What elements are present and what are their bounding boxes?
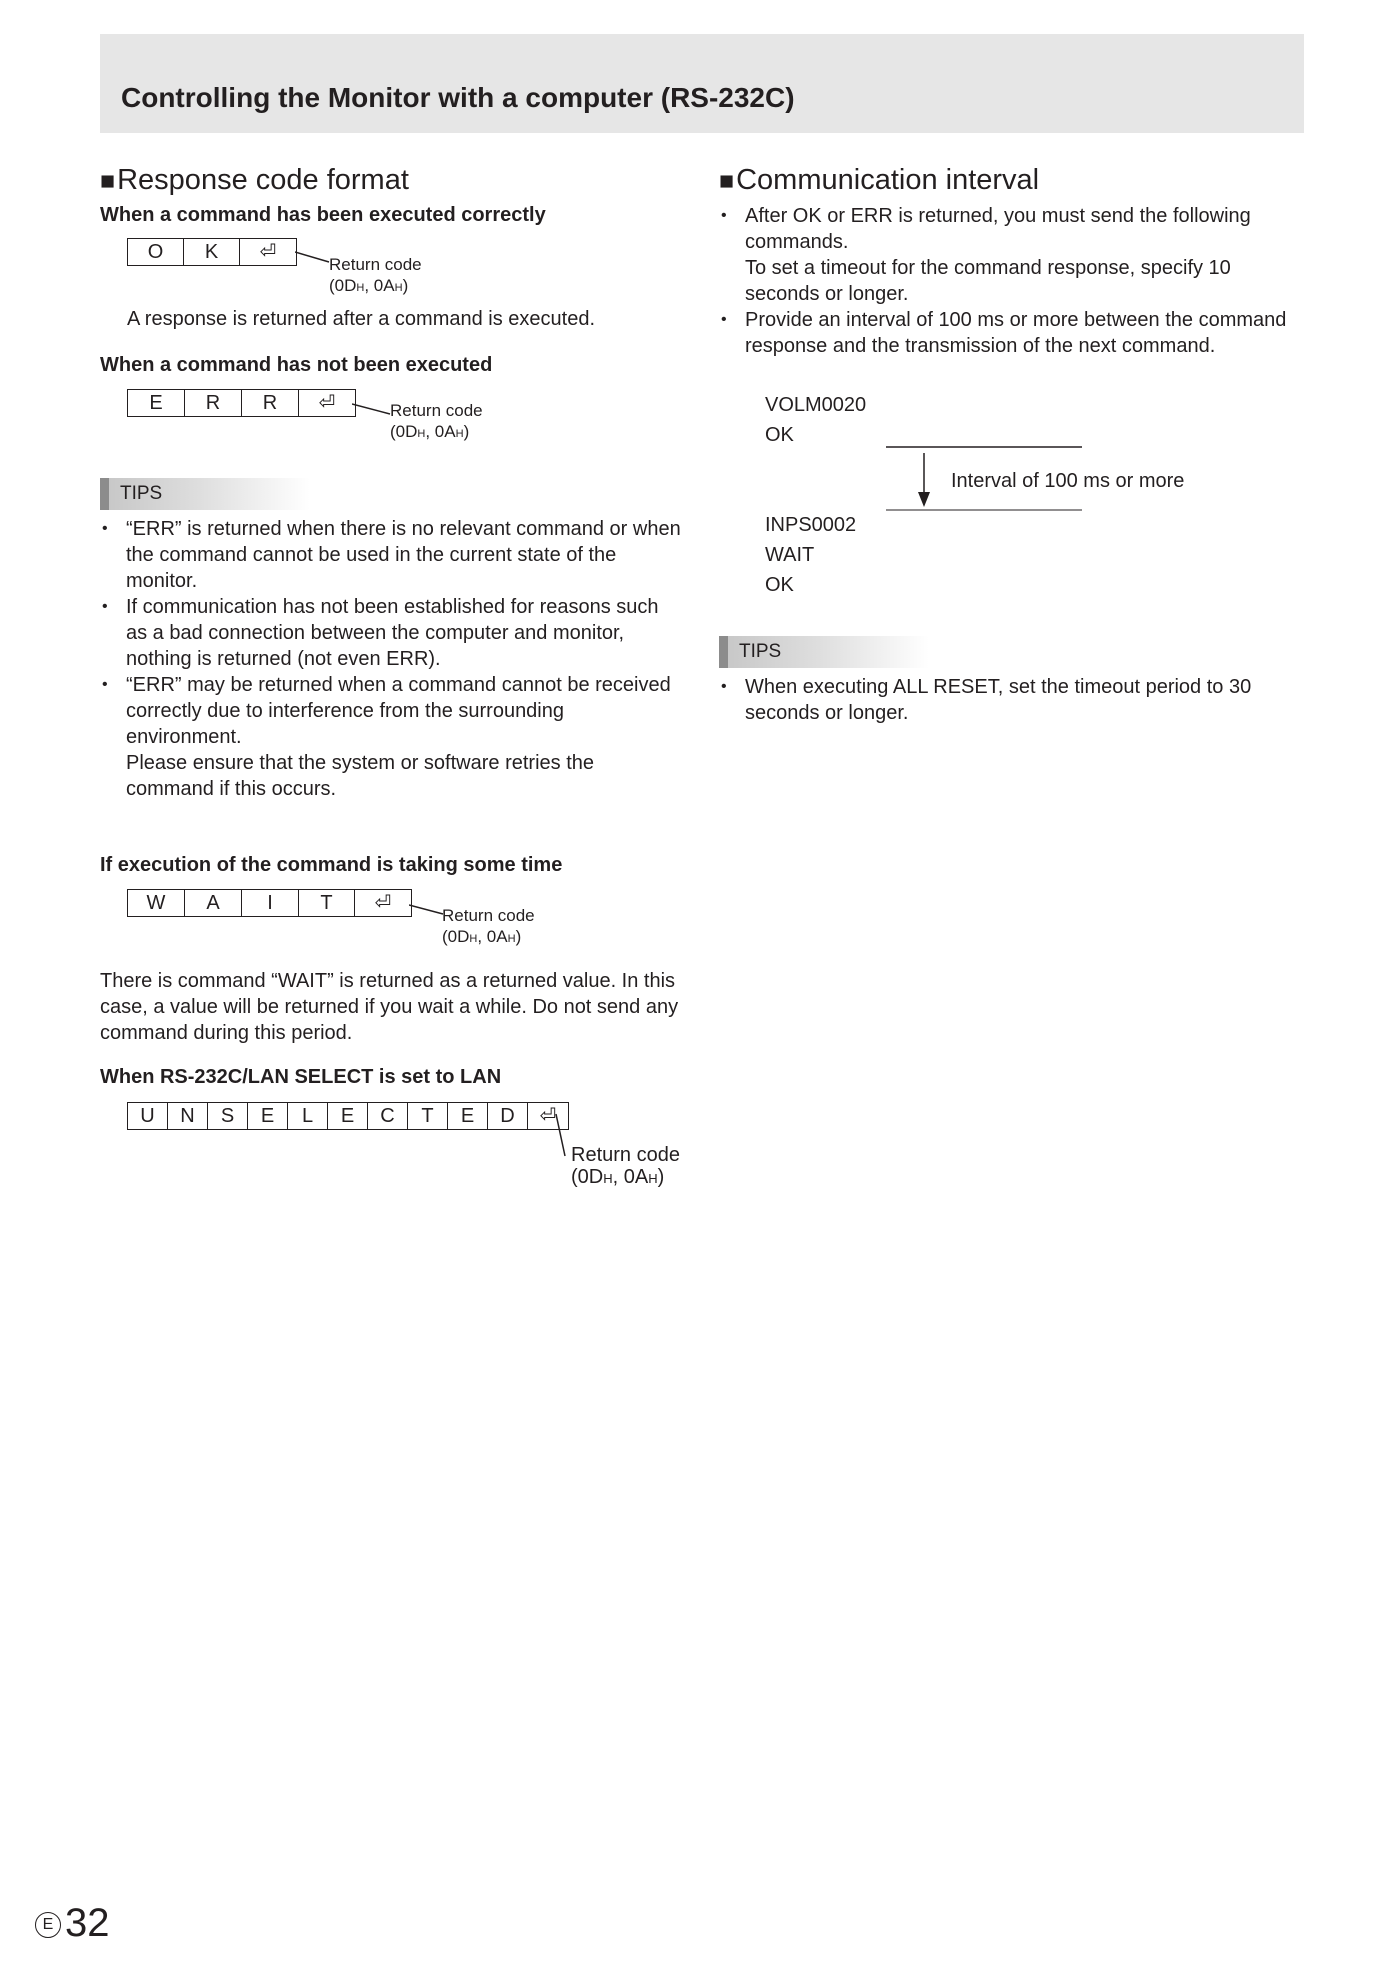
return-code-label: Return code [329,255,422,274]
return-code-value: (0DH, 0AH) [329,276,409,295]
tip-text: “ERR” may be returned when a command cannot be received correctly due to interference from the surrounding environment. [126,674,671,748]
square-bullet-icon: ■ [719,167,735,195]
tip-item: • “ERR” is returned when there is no relevant command or when the command cannot be used in the current state of the monitor. [100,516,685,594]
tip-text-extra: Please ensure that the system or software retries the command if this occurs. [126,752,594,800]
interval-item [719,203,1304,307]
tips-label: TIPS [719,636,929,668]
leader-line [409,901,445,921]
sequence-line: OK [765,574,794,596]
wait-heading: If execution of the command is taking some time [100,854,563,876]
tips-list [719,674,1304,726]
interval-text-extra: To set a timeout for the command response, specify 10 seconds or longer. [745,257,1231,305]
code-cell: ⏎ [539,1105,557,1127]
return-code-value: (0DH, 0AH) [390,422,470,441]
code-cell: R [185,390,242,416]
code-cell: U [128,1103,168,1129]
interval-item: • Provide an interval of 100 ms or more between the command response and the transmission of the next command. [719,307,1304,359]
tip-item: • When executing ALL RESET, set the timeout period to 30 seconds or longer. [719,674,1304,726]
return-code-label: Return code [390,401,483,420]
wait-return-code-label [442,905,535,950]
section-title-text: Communication interval [736,164,1040,196]
sequence-line: VOLM0020 [765,394,867,416]
lan-return-code-label [571,1144,680,1190]
code-cell: W [128,890,185,916]
sequence-bottom [765,510,856,600]
code-cell: T [408,1103,448,1129]
ok-return-code-label [329,254,422,299]
code-cell: E [448,1103,488,1129]
err-heading: When a command has not been executed [100,354,493,376]
section-title-response-code [100,164,409,197]
tip-item: • If communication has not been established for reasons such as a bad connection between the computer and monitor, nothing is returned (not even ERR). [100,594,685,672]
square-bullet-icon: ■ [100,167,116,195]
code-cell: ⏎ [374,892,392,914]
language-mark: E [35,1912,61,1938]
err-code-box [127,389,356,417]
return-code-label: Return code [571,1144,680,1166]
page-title: Controlling the Monitor with a computer (RS-232C) [121,82,795,113]
sequence-line: WAIT [765,544,815,566]
err-return-code-label [390,400,483,445]
code-cell: E [248,1103,288,1129]
code-cell: E [128,390,185,416]
code-cell: S [208,1103,248,1129]
return-code-value: (0DH, 0AH) [571,1166,665,1188]
tips-list [100,516,685,802]
code-cell: I [242,890,299,916]
code-cell: O [128,239,184,265]
section-title-text: Response code format [117,164,409,196]
return-code-label: Return code [442,906,535,925]
code-cell: N [168,1103,208,1129]
lan-code-box [127,1102,569,1130]
leader-line [352,400,392,420]
code-cell: ⏎ [259,241,277,263]
tip-item [100,672,685,802]
sequence-line: OK [765,424,794,446]
code-cell: R [242,390,299,416]
ok-code-box [127,238,297,266]
interval-text: After OK or ERR is returned, you must send the following commands. [745,205,1251,253]
code-cell: A [185,890,242,916]
wait-code-box [127,889,412,917]
code-cell: ⏎ [318,392,336,414]
tips-label: TIPS [100,478,310,510]
ok-description: A response is returned after a command is executed. [127,308,596,330]
interval-list [719,203,1304,359]
sequence-line: INPS0002 [765,514,857,536]
code-cell: D [488,1103,528,1129]
ok-heading: When a command has been executed correctly [100,204,546,226]
page-number: 32 [65,1901,110,1945]
leader-line [553,1112,573,1158]
return-code-value: (0DH, 0AH) [442,927,522,946]
interval-label: Interval of 100 ms or more [951,470,1185,492]
code-cell: C [368,1103,408,1129]
code-cell: T [299,890,355,916]
section-title-communication-interval [719,164,1039,197]
code-cell: E [328,1103,368,1129]
code-cell: L [288,1103,328,1129]
code-cell: K [184,239,240,265]
wait-description: There is command “WAIT” is returned as a returned value. In this case, a value will be returned if you wait a while. Do not send any command during this period. [100,970,679,1044]
leader-line [295,248,330,268]
sequence-top [765,390,866,450]
lan-heading: When RS-232C/LAN SELECT is set to LAN [100,1066,502,1088]
